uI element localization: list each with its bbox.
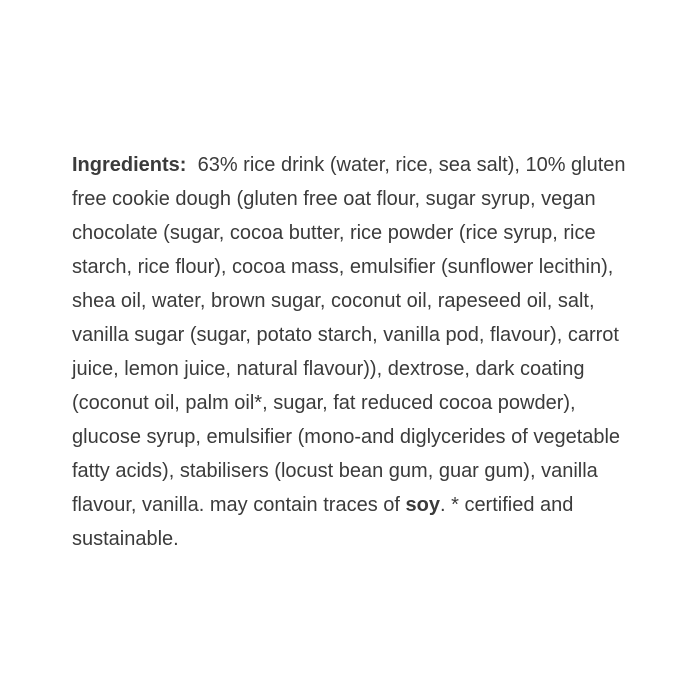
ingredients-line-1-text: 63% rice drink (water, rice, sea salt), 10% gluten bbox=[197, 154, 626, 176]
ingredients-line-9: glucose syrup, emulsifier (mono-and diglycerides of vegetable bbox=[72, 426, 621, 448]
allergen-soy: soy bbox=[405, 494, 440, 516]
ingredients-text-block bbox=[72, 148, 632, 556]
ingredients-line-3: chocolate (sugar, cocoa butter, rice powder (rice syrup, rice bbox=[72, 222, 596, 244]
ingredients-line-6: vanilla sugar (sugar, potato starch, vanilla pod, flavour), carrot bbox=[72, 324, 619, 346]
ingredients-line-11-after: . * certified and bbox=[439, 494, 574, 516]
ingredients-line-8: (coconut oil, palm oil*, sugar, fat reduced cocoa powder), bbox=[72, 392, 576, 414]
ingredients-line-7: juice, lemon juice, natural flavour)), dextrose, dark coating bbox=[72, 358, 585, 380]
ingredients-line-4: starch, rice flour), cocoa mass, emulsifier (sunflower lecithin), bbox=[72, 256, 614, 278]
ingredients-line-12: sustainable. bbox=[72, 528, 179, 550]
ingredients-line-1 bbox=[72, 148, 632, 182]
ingredients-line-11 bbox=[72, 488, 632, 522]
ingredients-line-11-before: flavour, vanilla. may contain traces of bbox=[72, 494, 400, 516]
ingredients-heading: Ingredients: bbox=[72, 154, 187, 176]
ingredients-line-2: free cookie dough (gluten free oat flour, sugar syrup, vegan bbox=[72, 188, 596, 210]
ingredients-line-5: shea oil, water, brown sugar, coconut oil, rapeseed oil, salt, bbox=[72, 290, 595, 312]
ingredients-line-10: fatty acids), stabilisers (locust bean gum, guar gum), vanilla bbox=[72, 460, 598, 482]
